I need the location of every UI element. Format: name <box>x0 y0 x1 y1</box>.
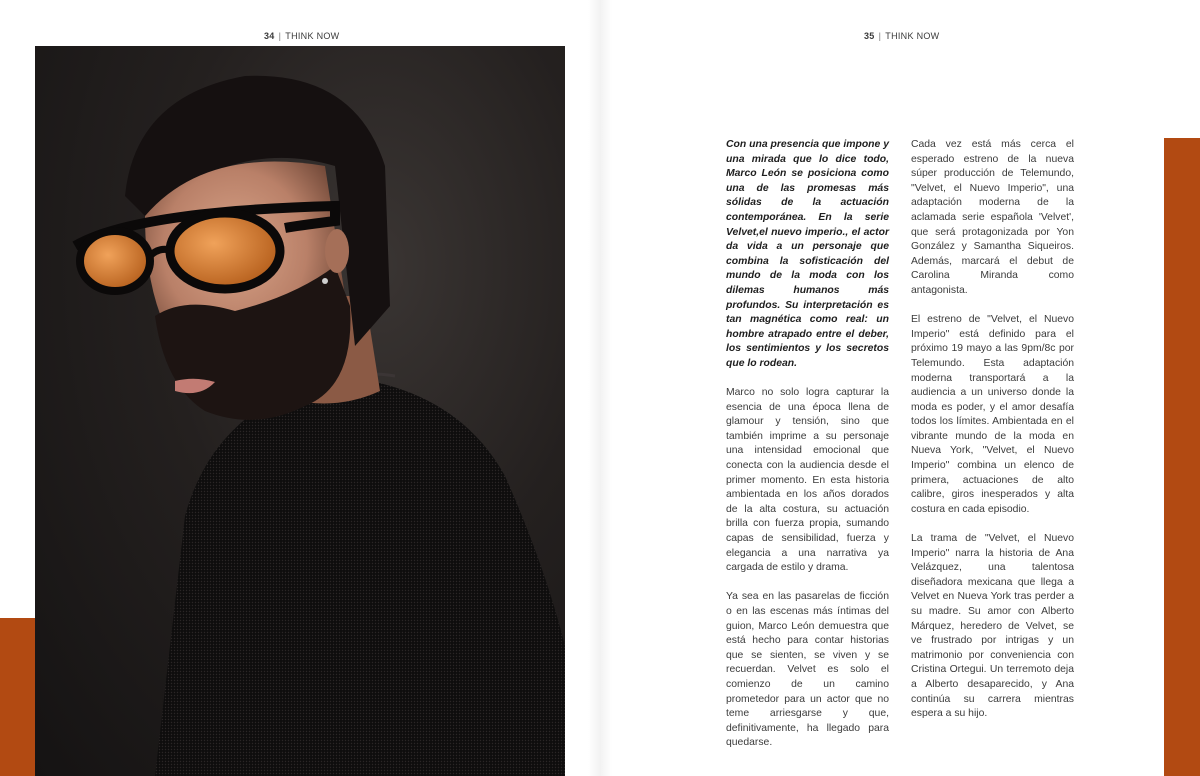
right-page-number: 35 <box>864 31 875 41</box>
left-page-number: 34 <box>264 31 275 41</box>
article-column-2 <box>911 138 1074 736</box>
article-paragraph: Cada vez está más cerca el esperado estreno de la nueva súper producción de Telemundo, "Velvet, el Nuevo Imperio", una adaptación moderna de la aclamada serie española 'Velvet', que será protagonizada por Yon González y Samantha Siqueiros. Además, marcará el debut de Carolina Miranda como antagonista. <box>911 139 1074 296</box>
article-intro: Con una presencia que impone y una mirada que lo dice todo, Marco León se posiciona como una de las promesas más sólidas de la actuación contemporánea. En la serie Velvet,el nuevo imperio., el actor da vida a un personaje que combina la sofisticación del mundo de la moda con los dilemas humanos más profundos. Su interpretación es tan magnética como real: un hombre atrapado entre el deber, los sentimientos y los secretos que lo rodean. <box>726 139 889 369</box>
portrait-photo-icon <box>35 46 565 776</box>
article-paragraph: La trama de "Velvet, el Nuevo Imperio" narra la historia de Ana Velázquez, una talentosa diseñadora mexicana que llega a Velvet en Nueva York tras perder a su madre. Su amor con Alberto Márquez, heredero de Velvet, se ve frustrado por intrigas y un matrimonio por conveniencia con Cristina Ortegui. Un terremoto deja a Alberto desaparecido, y Ana continúa su carrera mientras espera a su hijo. <box>911 533 1074 720</box>
article-paragraph: Ya sea en las pasarelas de ficción o en las escenas más íntimas del guion, Marco León demuestra que está hecho para contar historias que se sienten, se viven y se recuerdan. Velvet es solo el comienzo de un camino prometedor para un actor que no teme arriesgarse y que, definitivamente, ha llegado para quedarse. <box>726 591 889 749</box>
folio-separator: | <box>278 31 282 41</box>
article-paragraph: Marco no solo logra capturar la esencia de una época llena de glamour y tensión, sino que también imprime a su personaje una intensidad emocional que conecta con la audiencia desde el primer momento. En esta historia ambientada en los años dorados de la alta costura, su actuación brilla con fuerza propia, sumando capas de sensibilidad, fuerza y elegancia a una narrativa ya cargada de estilo y drama. <box>726 387 889 574</box>
page-gutter <box>588 0 612 776</box>
right-page <box>600 0 1200 776</box>
right-accent-block <box>1164 138 1200 776</box>
folio-separator: | <box>878 31 882 41</box>
left-folio <box>264 31 339 41</box>
right-folio <box>864 31 939 41</box>
article-column-1 <box>726 138 889 766</box>
left-magazine-name: THINK NOW <box>285 31 340 41</box>
left-accent-block <box>0 618 36 776</box>
portrait-photo <box>35 46 565 776</box>
right-magazine-name: THINK NOW <box>885 31 940 41</box>
article-paragraph: El estreno de "Velvet, el Nuevo Imperio" está definido para el próximo 19 mayo a las 9pm/8c por Telemundo. Esta adaptación moderna transportará a la audiencia a un universo donde la moda es poder, y el amor desafía todos los límites. Ambientada en el vibrante mundo de la moda en Nueva York, "Velvet, el Nuevo Imperio" combina un elenco de primera, actuaciones de alto calibre, giros inesperados y alta costura en cada episodio. <box>911 314 1074 515</box>
